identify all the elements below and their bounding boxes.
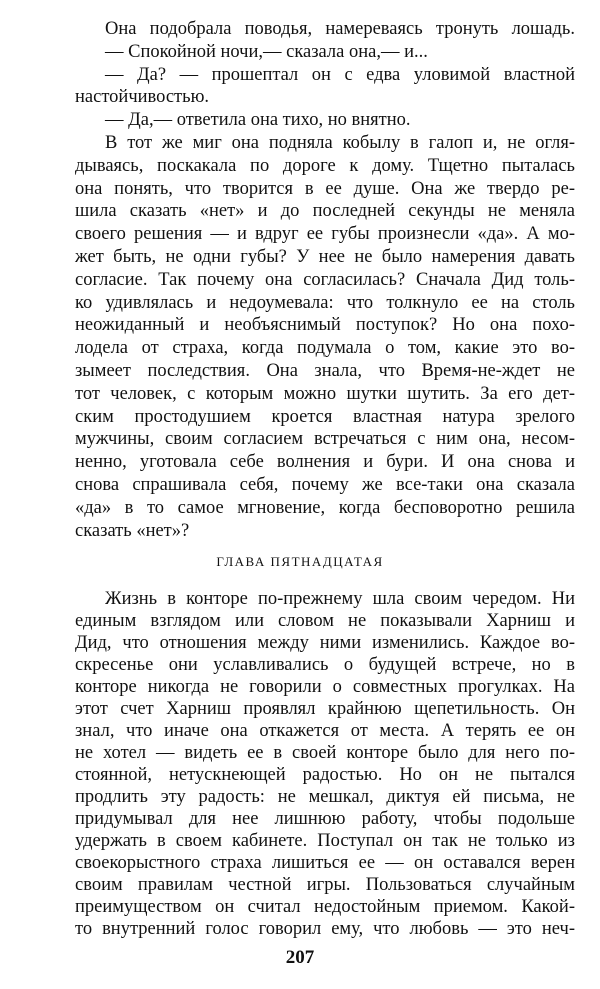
text-line: сказать «нет»? (75, 520, 190, 541)
text-line: Она подобрала поводья, намереваясь тронуть лошадь. (105, 19, 575, 39)
text-line: придумывал для нее лишнюю работу, чтобы подольше (75, 809, 575, 829)
page-number: 207 (285, 947, 315, 968)
text-line: согласие. Так почему она согласилась? Сначала Дид толь- (75, 269, 575, 290)
text-line: конторе никогда не говорили о совместных прогулках. На (75, 677, 575, 697)
section-before-chapter (75, 18, 575, 542)
text-line: жет быть, не одни губы? У нее не было намерения давать (75, 246, 575, 267)
text-line: лодела от страха, когда подумала о том, какие это во- (75, 338, 575, 359)
text-line: стоянной, нетускнеющей радостью. Но он не пытался (75, 765, 575, 785)
text-line: не хотел — видеть ее в своей конторе было для него по- (75, 743, 575, 763)
text-line: своекорыстного страха лишиться ее — он оставался верен (75, 853, 575, 873)
text-line: то внутренний голос говорил ему, что любовь — это неч- (75, 919, 575, 939)
text-line: знал, что иначе она откажется от места. А терять ее он (75, 721, 575, 741)
text-line: снова спрашивала себя, почему же все-таки она сказала (75, 474, 575, 495)
text-line: скресенье они уславливались о будущей встрече, но в (75, 655, 575, 675)
text-line: шила сказать «нет» и до последней секунды не меняла (75, 201, 575, 222)
text-line: зымеет последствия. Она знала, что Время-не-ждет не (75, 360, 575, 381)
text-line: своим правилам честной игры. Пользоваться случайным (75, 875, 575, 895)
text-line: «да» в то самое мгновение, когда бесповоротно решила (75, 497, 575, 518)
text-line: она понять, что творится в ее душе. Она же твердо ре- (75, 178, 575, 199)
chapter-heading: ГЛАВА ПЯТНАДЦАТАЯ (216, 554, 384, 569)
text-line: единым взглядом или словом не показывали Харниш и (75, 611, 575, 631)
text-line: мужчины, своим согласием встречаться с ним она, несом- (75, 429, 575, 450)
text-line: — Спокойной ночи,— сказала она,— и... (105, 41, 428, 62)
text-line: этот счет Харниш проявлял крайнюю щепетильность. Он (75, 699, 575, 719)
text-line: своего решения — и вдруг ее губы произнесли «да». А мо- (75, 224, 575, 245)
text-line: — Да,— ответила она тихо, но внятно. (105, 110, 411, 131)
text-line: Жизнь в конторе по-прежнему шла своим чередом. Ни (105, 589, 575, 609)
text-line: дываясь, поскакала по дороге к дому. Тщетно пыталась (75, 155, 575, 176)
text-line: неожиданный и необъяснимый поступок? Но она похо- (75, 315, 575, 336)
text-line: преимуществом он считал недостойным приемом. Какой- (75, 897, 575, 917)
text-line: тот человек, с которым можно шутки шутить. За его дет- (75, 383, 575, 404)
text-line: В тот же миг она подняла кобылу в галоп и, не огля- (105, 132, 575, 153)
text-line: настойчивостью. (75, 87, 210, 108)
text-line: ским простодушием кроется властная натура зрелого (75, 406, 575, 427)
text-line: ненно, уготовала себе волнения и бури. И она снова и (75, 452, 575, 473)
text-line: ко удивлялась и недоумевала: что толкнуло ее на столь (75, 292, 575, 313)
text-line: — Да? — прошептал он с едва уловимой властной (105, 64, 575, 85)
text-line: Дид, что отношения между ними изменились. Каждое во- (75, 633, 575, 653)
text-line: продлить эту радость: не мешкал, диктуя ей письма, не (75, 787, 575, 807)
chapter-fifteen-text (75, 588, 575, 940)
text-line: удержать в своем кабинете. Поступал он так не только из (75, 831, 575, 851)
